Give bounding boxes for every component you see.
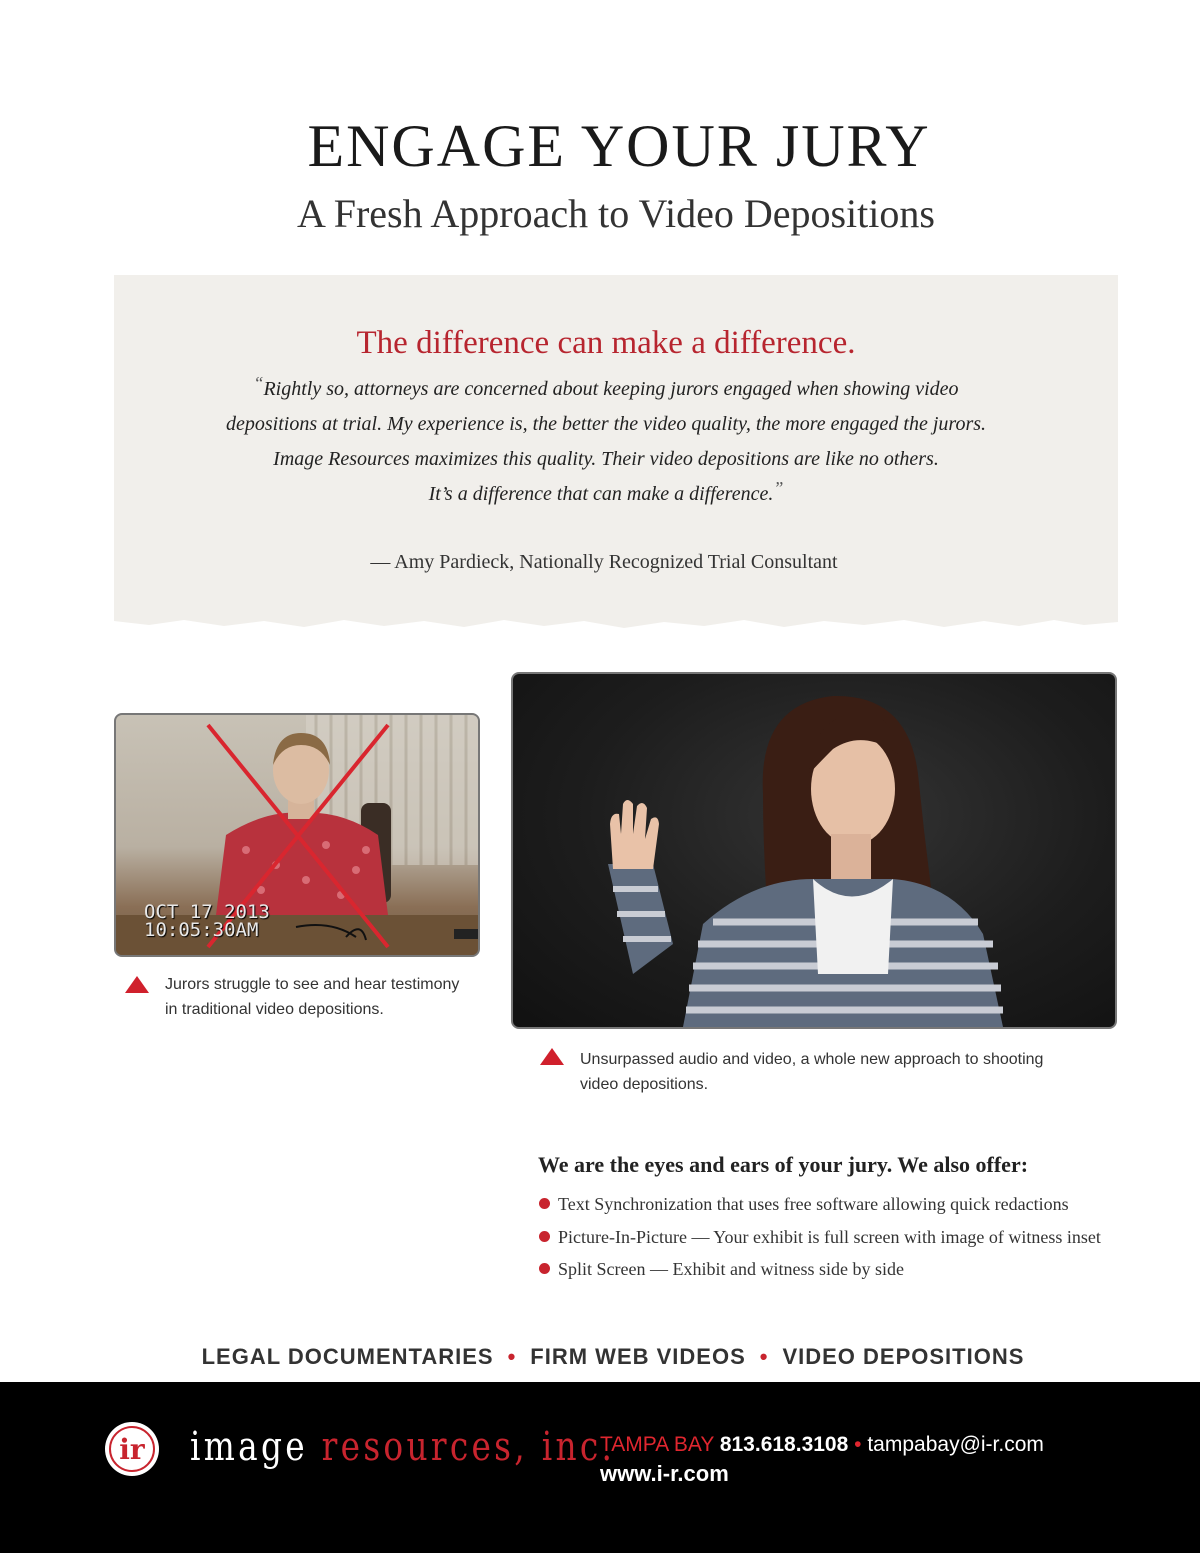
traditional-photo-caption: [165, 972, 459, 1022]
separator-dot: •: [759, 1344, 769, 1369]
service-item: VIDEO DEPOSITIONS: [782, 1344, 1025, 1369]
page-subtitle: A Fresh Approach to Video Depositions: [297, 191, 935, 236]
quote-line-1: [0, 373, 1200, 401]
region-label: TAMPA BAY: [600, 1433, 714, 1456]
quote-line-4: [0, 478, 1200, 506]
offer-item: [539, 1259, 904, 1280]
offer-text: Split Screen — Exhibit and witness side by side: [558, 1259, 904, 1279]
offer-item: [539, 1194, 1069, 1215]
quote-text: Rightly so, attorneys are concerned about keeping jurors engaged when showing video: [263, 378, 959, 400]
traditional-deposition-photo: [114, 713, 480, 957]
caption-line: video depositions.: [580, 1076, 709, 1093]
services-list: [0, 1344, 1200, 1370]
image-resources-deposition-photo: [511, 672, 1117, 1029]
quote-attribution: — Amy Pardieck, Nationally Recognized Trial Consultant: [370, 551, 838, 573]
company-logo-icon: [104, 1421, 160, 1477]
service-item: LEGAL DOCUMENTARIES: [201, 1344, 494, 1369]
caption-line: Unsurpassed audio and video, a whole new approach to shooting: [580, 1051, 1044, 1068]
quote-heading: The difference can make a difference.: [356, 325, 856, 361]
caption-line: in traditional video depositions.: [165, 1001, 384, 1018]
warning-triangle-icon: [125, 976, 149, 993]
separator-dot: •: [854, 1433, 862, 1456]
bullet-icon: [539, 1198, 550, 1209]
service-item: FIRM WEB VIDEOS: [530, 1344, 746, 1369]
offer-item: [539, 1227, 1101, 1248]
company-name: [190, 1424, 615, 1470]
contact-line: [600, 1433, 1044, 1457]
quote-line-3: Image Resources maximizes this quality. Their video depositions are like no others.: [273, 448, 939, 470]
company-name-part: resources, inc.: [321, 1424, 616, 1470]
witness-sworn-in-scene: [513, 674, 1115, 1027]
offer-text: Picture-In-Picture — Your exhibit is full screen with image of witness inset: [558, 1227, 1101, 1247]
quote-text: It’s a difference that can make a difference.: [428, 483, 774, 505]
image-resources-photo-caption: [580, 1047, 1043, 1097]
close-quote-mark: ”: [773, 478, 784, 498]
caption-line: Jurors struggle to see and hear testimony: [165, 976, 460, 993]
video-timestamp-date: OCT 17 2013: [144, 901, 270, 923]
email-link[interactable]: tampabay@i-r.com: [867, 1433, 1044, 1456]
offer-text: Text Synchronization that uses free software allowing quick redactions: [558, 1194, 1069, 1214]
torn-paper-edge: [114, 608, 1118, 634]
bullet-icon: [539, 1263, 550, 1274]
page-title: ENGAGE YOUR JURY: [307, 113, 931, 179]
video-timestamp-time: 10:05:30AM: [144, 919, 259, 941]
highlight-triangle-icon: [540, 1048, 564, 1065]
bullet-icon: [539, 1231, 550, 1242]
company-name-part: image: [190, 1424, 308, 1470]
separator-dot: •: [507, 1344, 517, 1369]
website-link[interactable]: www.i-r.com: [600, 1461, 729, 1486]
open-quote-mark: “: [253, 373, 264, 393]
svg-text:ir: ir: [119, 1433, 145, 1466]
phone-number[interactable]: 813.618.3108: [719, 1433, 849, 1456]
quote-line-2: depositions at trial. My experience is, the better the video quality, the more engaged the jurors.: [225, 413, 987, 435]
offers-heading: We are the eyes and ears of your jury. We also offer:: [538, 1152, 1029, 1177]
